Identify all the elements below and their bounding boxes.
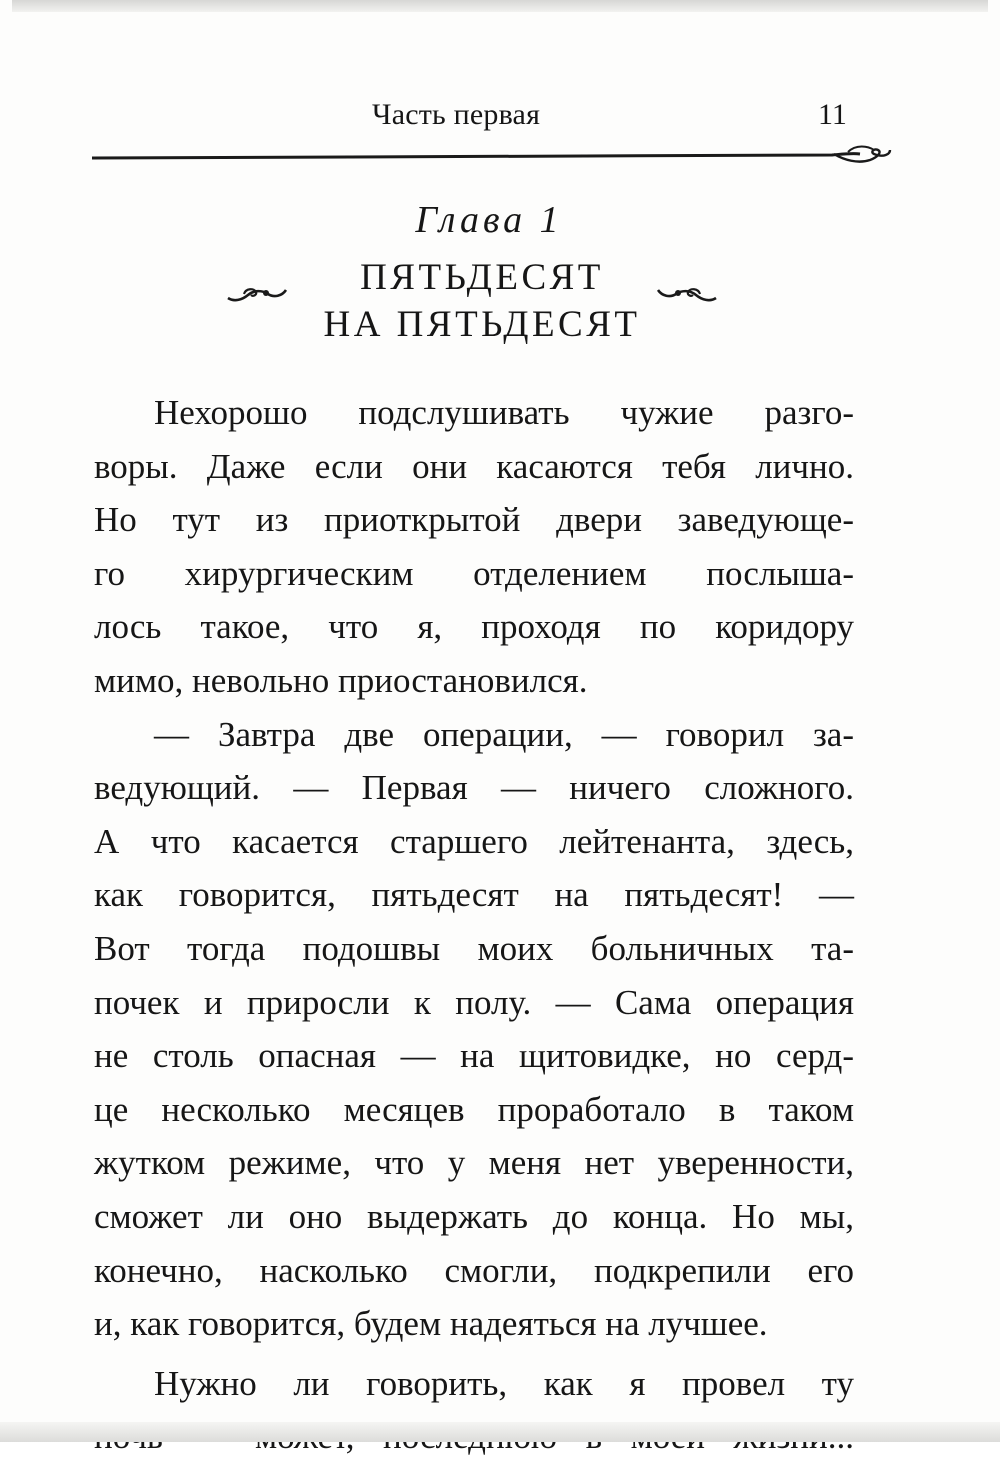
text-line: конечно, насколько смогли, подкрепили его bbox=[94, 1250, 854, 1290]
body-text bbox=[94, 386, 854, 1464]
text-line: воры. Даже если они касаются тебя лично. bbox=[94, 446, 854, 486]
header-rule-ornament bbox=[92, 140, 892, 176]
text-line: как говорится, пятьдесят на пятьдесят! — bbox=[94, 875, 854, 915]
text-line: мимо, невольно приостановился. bbox=[94, 660, 588, 700]
text-line: — Завтра две операции, — говорил за- bbox=[154, 714, 854, 754]
text-line: и, как говорится, будем надеяться на лучшее. bbox=[94, 1304, 768, 1344]
text-line: ведующий. — Первая — ничего сложного. bbox=[94, 768, 854, 808]
text-line: Нехорошо подслушивать чужие разго- bbox=[154, 393, 854, 432]
text-line: жутком режиме, что у меня нет уверенности, bbox=[94, 1143, 854, 1183]
text-line: Вот тогда подошвы моих больничных та- bbox=[94, 928, 854, 968]
text-line: Нужно ли говорить, как я провел ту bbox=[154, 1363, 854, 1403]
text-line: лось такое, что я, проходя по коридору bbox=[94, 607, 854, 647]
text-line: почек и приросли к полу. — Сама операция bbox=[94, 982, 854, 1022]
chapter-title-line-2: НА ПЯТЬДЕСЯТ bbox=[323, 304, 641, 345]
chapter-label: Глава 1 bbox=[415, 199, 563, 241]
page-top-edge bbox=[12, 0, 988, 12]
page-bottom-edge bbox=[0, 1422, 1000, 1442]
text-line: А что касается старшего лейтенанта, здесь, bbox=[94, 821, 854, 861]
text-line: сможет ли оно выдержать до конца. Но мы, bbox=[94, 1196, 854, 1236]
chapter-title-line-1: ПЯТЬДЕСЯТ bbox=[360, 257, 604, 298]
text-line: го хирургическим отделением послыша- bbox=[94, 553, 854, 593]
running-head: Часть первая bbox=[372, 98, 541, 131]
chapter-title bbox=[0, 254, 1000, 348]
text-line: не столь опасная — на щитовидке, но серд- bbox=[94, 1036, 854, 1076]
text-line: Но тут из приоткрытой двери заведующе- bbox=[94, 500, 854, 540]
flourish-left-icon bbox=[226, 282, 290, 306]
page-number: 11 bbox=[818, 98, 847, 131]
flourish-right-icon bbox=[654, 282, 718, 306]
text-line: це несколько месяцев проработало в таком bbox=[94, 1089, 854, 1129]
